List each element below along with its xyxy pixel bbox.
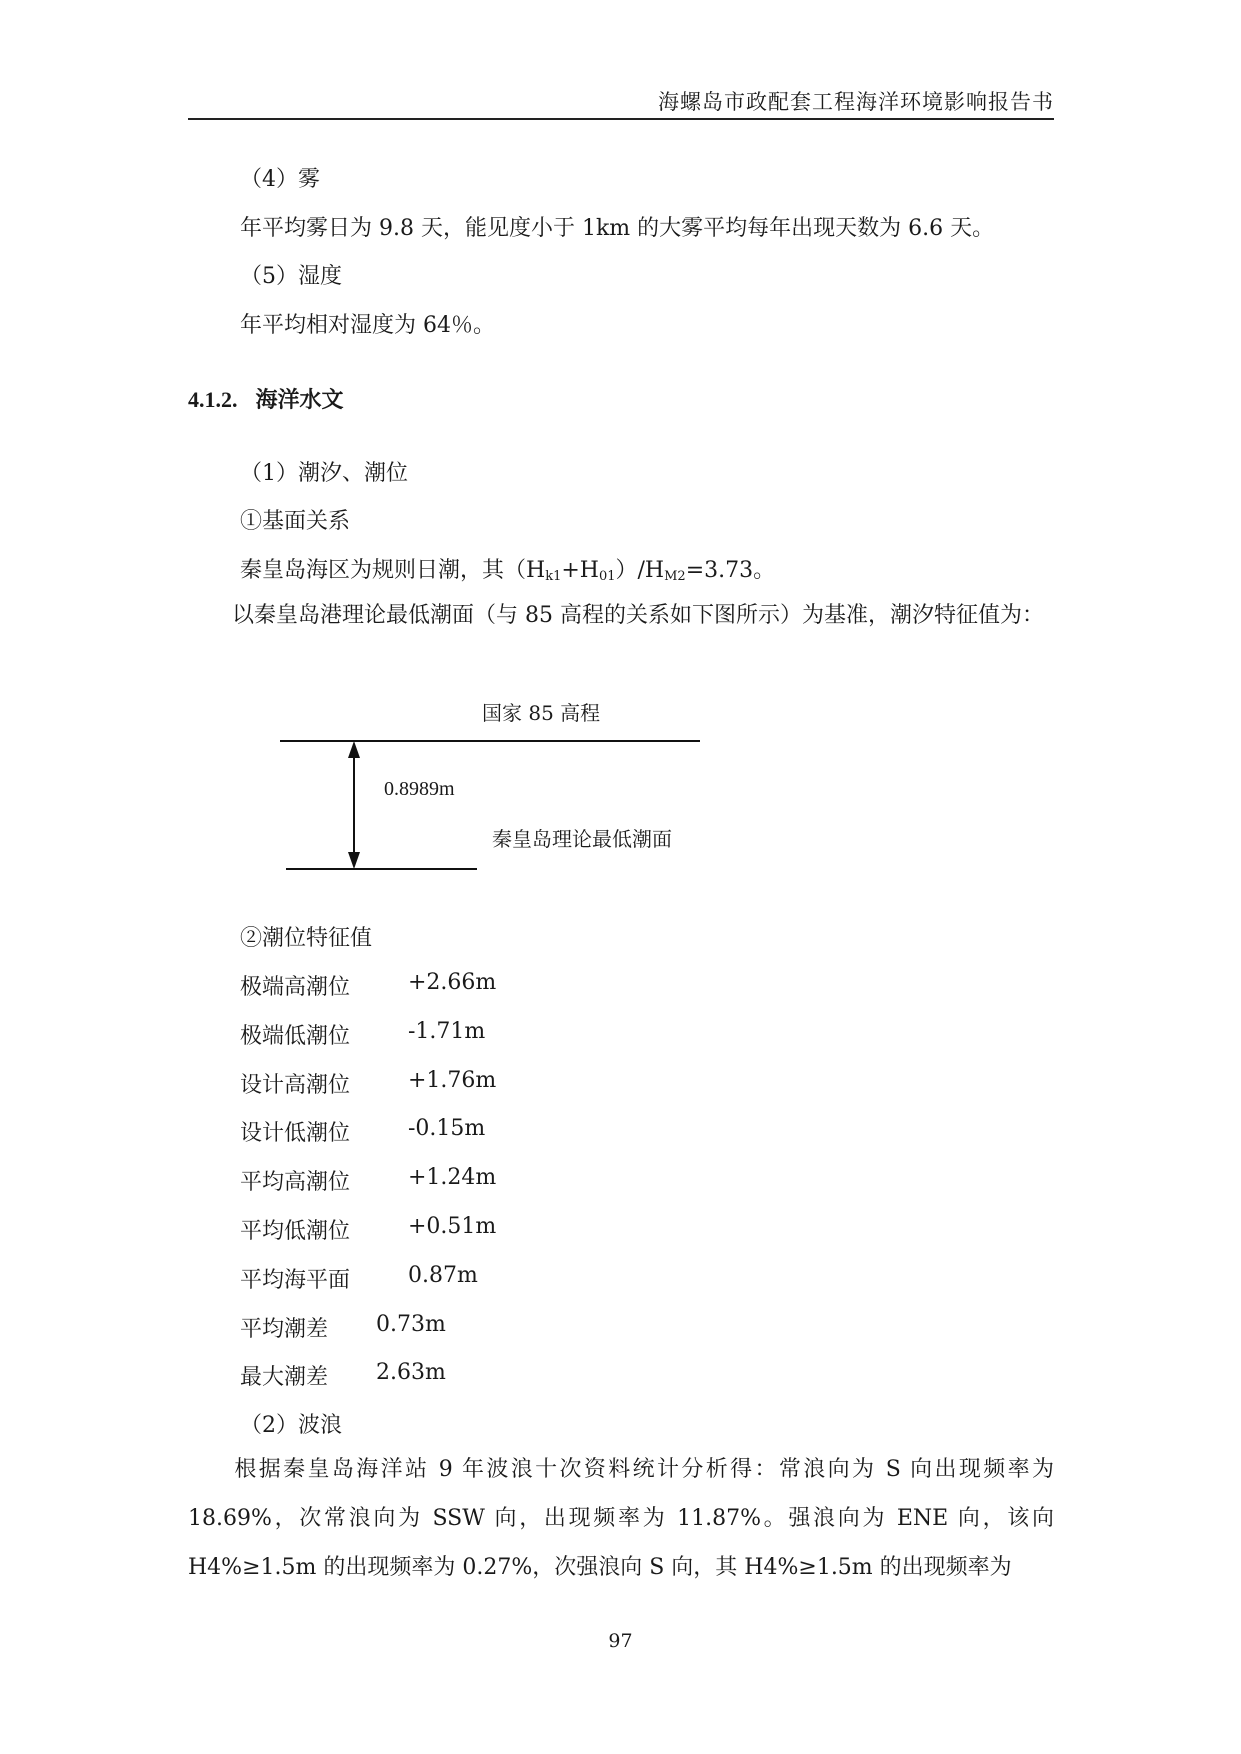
ratio-sub-k1: k1 — [545, 569, 562, 584]
tide-value-number: +1.24m — [408, 1165, 497, 1191]
tide-value-label: 平均海平面 — [240, 1267, 351, 1293]
tide-value-number: -1.71m — [408, 1018, 486, 1044]
waves-text: 根据秦皇岛海洋站 9 年波浪十次资料统计分析得：常浪向为 S 向出现频率为 18.69%，次常浪向为 SSW 向，出现频率为 11.87%。强浪向为 ENE 向，该向 H4%≥1.5m 的出现频率为 0.27%，次强浪向 S 向，其 H4%≥1.5m 的出现频率为 — [188, 1457, 1054, 1580]
datum-heading: ①基面关系 — [240, 509, 351, 534]
tide-value-label: 平均高潮位 — [240, 1170, 351, 1196]
tide-values-heading: ②潮位特征值 — [240, 926, 373, 951]
datum-arrow-down — [348, 852, 360, 869]
header-title: 海螺岛市政配套工程海洋环境影响报告书 — [658, 90, 1054, 114]
tide-value-number: +0.51m — [408, 1214, 497, 1239]
tide-value-number: 2.63m — [376, 1360, 446, 1386]
tide-value-number: 0.87m — [408, 1262, 478, 1288]
tide-value-row — [240, 1311, 446, 1343]
waves-heading: （2）波浪 — [240, 1413, 342, 1438]
tide-value-row — [240, 1262, 478, 1294]
fog-heading: （4）雾 — [240, 167, 320, 192]
ratio-sub-01: 01 — [598, 569, 616, 584]
ratio-plus: +H — [561, 558, 599, 583]
tide-value-row — [240, 1214, 497, 1245]
ratio-prefix: 秦皇岛海区为规则日潮，其（H — [240, 558, 546, 583]
tide-value-number: -0.15m — [408, 1116, 486, 1142]
humidity-text: 年平均相对湿度为 64％。 — [240, 313, 495, 338]
datum-bottom-label: 秦皇岛理论最低潮面 — [492, 827, 672, 851]
tide-value-row — [240, 970, 497, 1001]
datum-top-label: 国家 85 高程 — [482, 701, 601, 725]
tide-value-row — [240, 1067, 497, 1099]
tide-value-row — [240, 1360, 446, 1391]
tide-heading: （1）潮汐、潮位 — [240, 461, 408, 486]
tide-value-number: +1.76m — [408, 1067, 497, 1093]
ratio-sub-m2: M2 — [664, 569, 686, 584]
section-number: 4.1.2. — [188, 387, 238, 412]
tide-value-number: 0.73m — [376, 1311, 446, 1337]
humidity-heading: （5）湿度 — [240, 264, 342, 289]
section-title: 海洋水文 — [255, 387, 344, 413]
ratio-suffix: =3.73。 — [685, 558, 776, 583]
tide-value-label: 最大潮差 — [240, 1365, 329, 1391]
tide-value-row — [240, 1018, 486, 1050]
tide-value-label: 极端低潮位 — [240, 1023, 351, 1049]
page-number: 97 — [608, 1630, 633, 1652]
tide-value-label: 平均低潮位 — [240, 1219, 351, 1244]
tide-value-number: +2.66m — [408, 970, 497, 995]
tide-value-label: 设计高潮位 — [240, 1072, 351, 1098]
ratio-div: ）/H — [615, 558, 665, 583]
datum-arrow-up — [348, 741, 360, 758]
tide-value-label: 极端高潮位 — [240, 975, 351, 1000]
tide-value-row — [240, 1116, 486, 1147]
tide-value-row — [240, 1165, 497, 1196]
tide-value-label: 设计低潮位 — [240, 1121, 351, 1147]
tide-value-label: 平均潮差 — [240, 1316, 329, 1342]
datum-offset-label: 0.8989m — [384, 778, 455, 800]
fog-text: 年平均雾日为 9.8 天，能见度小于 1km 的大雾平均每年出现天数为 6.6 天。 — [240, 216, 995, 241]
tide-intro-text: 以秦皇岛港理论最低潮面（与 85 高程的关系如下图所示）为基准，潮汐特征值为： — [232, 603, 1044, 628]
waves-paragraph — [188, 1445, 1054, 1592]
